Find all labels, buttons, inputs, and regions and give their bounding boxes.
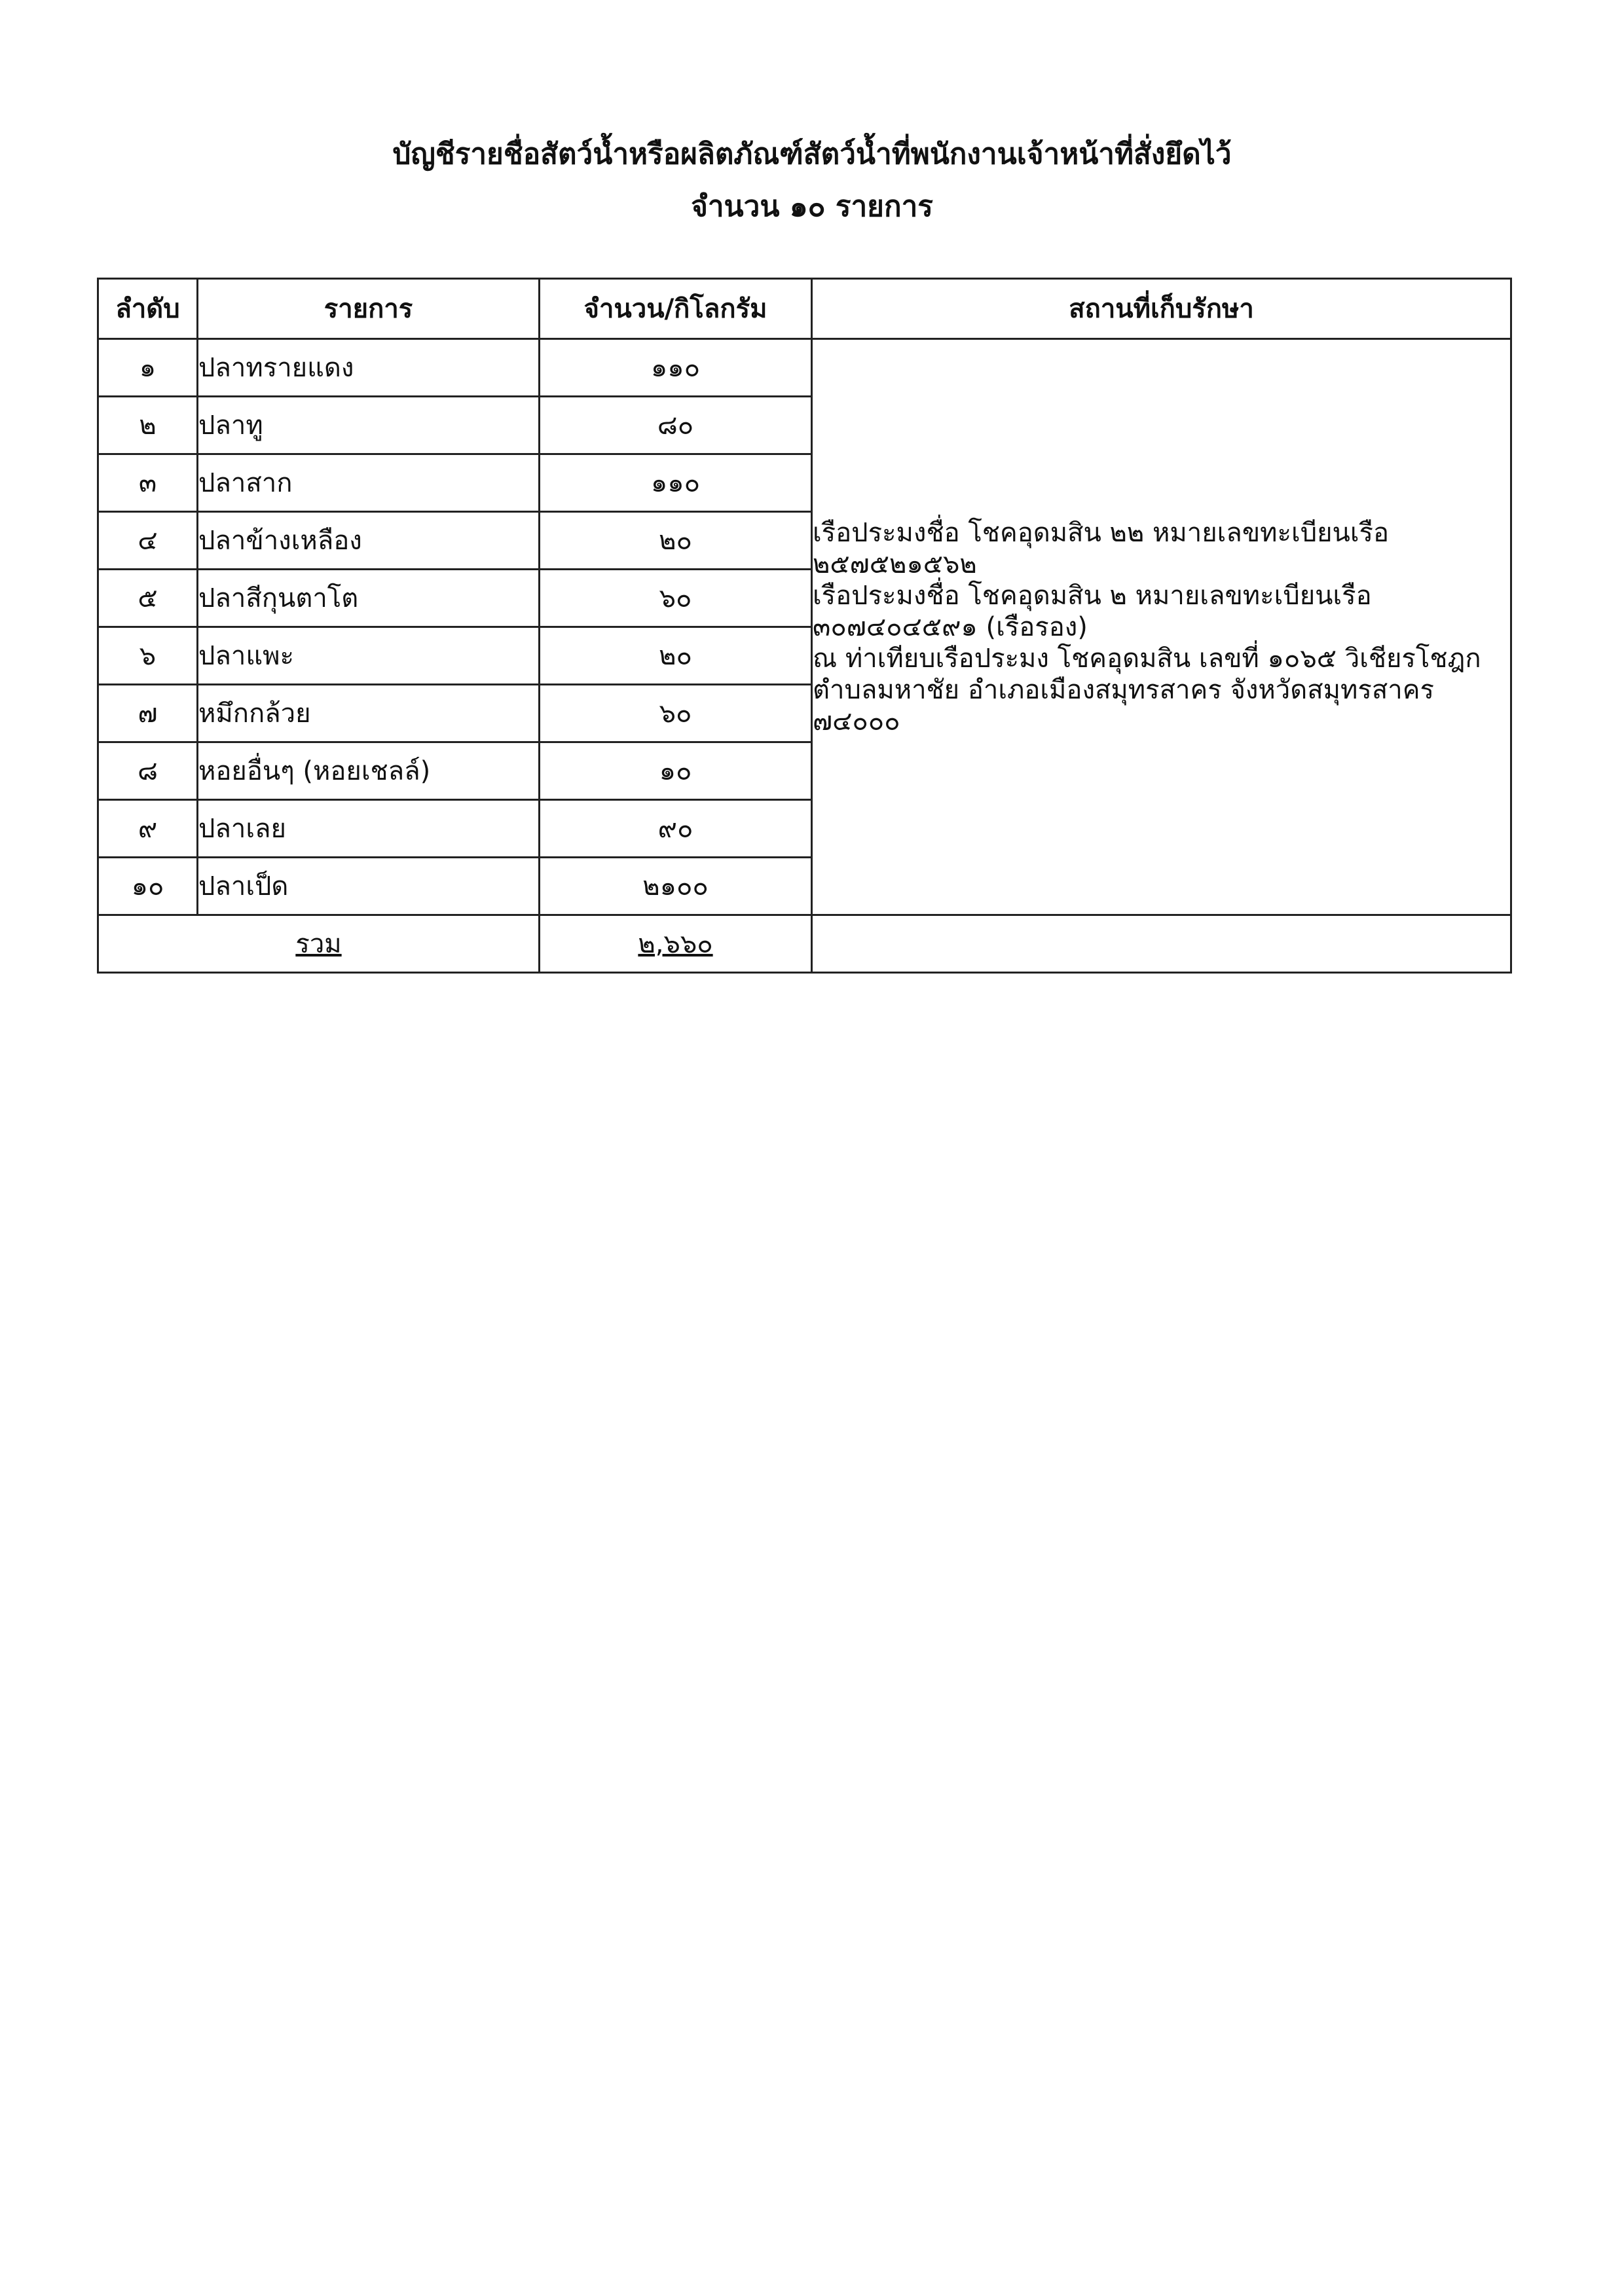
storage-line: ๗๔๐๐๐ xyxy=(813,706,900,737)
storage-line: เรือประมงชื่อ โชคอุดมสิน ๒ หมายเลขทะเบียนเรือ xyxy=(813,580,1372,611)
document-subtitle-count: จำนวน ๑๐ รายการ xyxy=(691,190,933,223)
header-quantity: จำนวน/กิโลกรัม xyxy=(540,279,812,339)
row-no: ๒ xyxy=(98,397,198,454)
document-title: บัญชีรายชื่อสัตว์น้ำหรือผลิตภัณฑ์สัตว์น้ำที่พนักงานเจ้าหน้าที่สั่งยึดไว้ xyxy=(392,137,1232,171)
row-item: ปลาทู xyxy=(198,397,540,454)
header-storage: สถานที่เก็บรักษา xyxy=(812,279,1511,339)
row-no: ๘ xyxy=(98,742,198,800)
row-item: ปลาสีกุนตาโต xyxy=(198,570,540,627)
row-no: ๑๐ xyxy=(98,858,198,915)
table-row xyxy=(98,339,1511,397)
table-total-row xyxy=(98,915,1511,973)
row-quantity: ๑๑๐ xyxy=(540,339,812,397)
total-quantity: ๒,๖๖๐ xyxy=(540,915,812,973)
row-no: ๗ xyxy=(98,685,198,742)
row-item: ปลาแพะ xyxy=(198,627,540,685)
row-quantity: ๑๑๐ xyxy=(540,454,812,512)
row-no: ๖ xyxy=(98,627,198,685)
storage-location xyxy=(812,339,1511,915)
header-item: รายการ xyxy=(198,279,540,339)
storage-line: เรือประมงชื่อ โชคอุดมสิน ๒๒ หมายเลขทะเบียนเรือ xyxy=(813,517,1390,548)
row-quantity: ๒๐ xyxy=(540,512,812,570)
row-item: ปลาเลย xyxy=(198,800,540,858)
total-label: รวม xyxy=(98,915,540,973)
row-item: หอยอื่นๆ (หอยเชลล์) xyxy=(198,742,540,800)
row-quantity: ๖๐ xyxy=(540,685,812,742)
table-header-row xyxy=(98,279,1511,339)
storage-line: ตำบลมหาชัย อำเภอเมืองสมุทรสาคร จังหวัดสมุทรสาคร xyxy=(813,674,1434,705)
row-no: ๙ xyxy=(98,800,198,858)
row-quantity: ๑๐ xyxy=(540,742,812,800)
row-item: ปลาทรายแดง xyxy=(198,339,540,397)
row-item: หมึกกล้วย xyxy=(198,685,540,742)
row-quantity: ๙๐ xyxy=(540,800,812,858)
row-quantity: ๘๐ xyxy=(540,397,812,454)
storage-line: ๒๕๗๕๒๑๕๖๒ xyxy=(813,549,977,579)
row-item: ปลาสาก xyxy=(198,454,540,512)
row-quantity: ๖๐ xyxy=(540,570,812,627)
row-quantity: ๒๑๐๐ xyxy=(540,858,812,915)
header-no: ลำดับ xyxy=(98,279,198,339)
seized-items-table xyxy=(97,278,1512,974)
row-no: ๑ xyxy=(98,339,198,397)
storage-line: ๓๐๗๔๐๔๕๙๑ (เรือรอง) xyxy=(813,611,1088,642)
storage-line: ณ ท่าเทียบเรือประมง โชคอุดมสิน เลขที่ ๑๐๖๕ วิเชียรโชฎก xyxy=(813,643,1481,674)
total-storage-empty xyxy=(812,915,1511,973)
row-item: ปลาข้างเหลือง xyxy=(198,512,540,570)
row-no: ๔ xyxy=(98,512,198,570)
row-no: ๓ xyxy=(98,454,198,512)
row-quantity: ๒๐ xyxy=(540,627,812,685)
row-item: ปลาเป็ด xyxy=(198,858,540,915)
row-no: ๕ xyxy=(98,570,198,627)
